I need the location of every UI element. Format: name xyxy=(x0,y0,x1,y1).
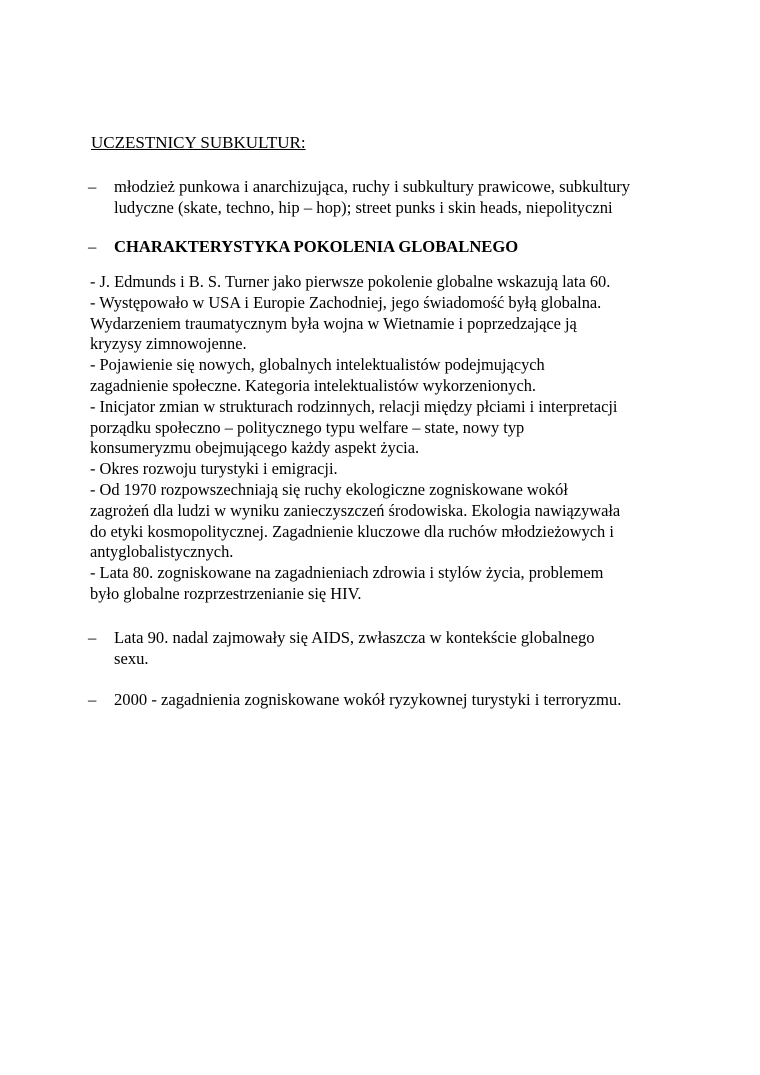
text-line: do etyki kosmopolitycznej. Zagadnienie kluczowe dla ruchów młodzieżowych i xyxy=(90,521,614,541)
text-line: - Inicjator zmian w strukturach rodzinnych, relacji między płciami i interpretacji xyxy=(90,396,618,416)
bullet-section-title xyxy=(88,236,688,257)
bullet-line-2: sexu. xyxy=(114,649,149,668)
text-line: było globalne rozprzestrzenianie się HIV. xyxy=(90,583,362,603)
text-line: antyglobalistycznych. xyxy=(90,542,234,562)
bullet-dash: – xyxy=(88,237,97,256)
text-line: zagrożeń dla ludzi w wyniku zanieczyszczeń środowiska. Ekologia nawiązywała xyxy=(90,500,621,520)
bullet-dash: – xyxy=(88,628,97,647)
text-line: - Pojawienie się nowych, globalnych intelektualistów podejmujących xyxy=(90,355,545,375)
text-line: - Okres rozwoju turystyki i emigracji. xyxy=(90,459,338,479)
bullet-2000 xyxy=(88,689,688,710)
bullet-line-1: młodzież punkowa i anarchizująca, ruchy i subkultury prawicowe, subkultury xyxy=(114,177,631,196)
bullet-dash: – xyxy=(88,690,97,709)
text-line: Wydarzeniem traumatycznym była wojna w Wietnamie i poprzedzające ją xyxy=(90,313,577,333)
bullet-dash: – xyxy=(88,177,97,196)
text-line: - Lata 80. zogniskowane na zagadnieniach zdrowia i stylów życia, problemem xyxy=(90,563,604,583)
bullet-nineties xyxy=(88,627,688,669)
bullet-participants xyxy=(88,176,688,218)
text-line: porządku społeczno – politycznego typu welfare – state, nowy typ xyxy=(90,417,525,437)
section-heading: UCZESTNICY SUBKULTUR: xyxy=(91,133,306,152)
bullet-line: 2000 - zagadnienia zogniskowane wokół ryzykownej turystyki i terroryzmu. xyxy=(114,690,622,709)
text-line: - Od 1970 rozpowszechniają się ruchy ekologiczne zogniskowane wokół xyxy=(90,479,568,499)
text-line: kryzysy zimnowojenne. xyxy=(90,334,247,354)
text-line: zagadnienie społeczne. Kategoria intelektualistów wykorzenionych. xyxy=(90,375,537,395)
paragraph-block xyxy=(90,272,690,605)
bullet-line-2: ludyczne (skate, techno, hip – hop); street punks i skin heads, niepolityczni xyxy=(114,198,613,217)
section-title: CHARAKTERYSTYKA POKOLENIA GLOBALNEGO xyxy=(114,237,519,256)
text-line: - Występowało w USA i Europie Zachodniej, jego świadomość byłą globalna. xyxy=(90,292,602,312)
text-line: - J. Edmunds i B. S. Turner jako pierwsze pokolenie globalne wskazują lata 60. xyxy=(90,272,611,291)
text-line: konsumeryzmu obejmującego każdy aspekt życia. xyxy=(90,438,420,458)
bullet-line-1: Lata 90. nadal zajmowały się AIDS, zwłaszcza w kontekście globalnego xyxy=(114,628,595,647)
